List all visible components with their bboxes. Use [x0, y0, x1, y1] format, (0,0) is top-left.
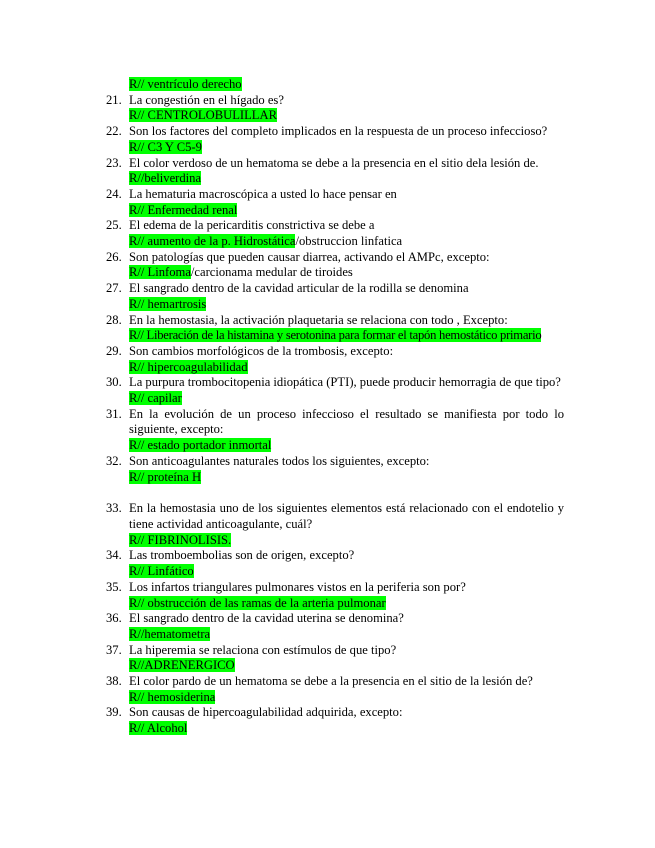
highlighted-answer: R// Linfoma	[129, 265, 191, 280]
question-number: 25.	[106, 218, 122, 233]
question-number: 28.	[106, 312, 122, 327]
question-number: 33.	[106, 501, 122, 516]
question-line	[106, 281, 564, 297]
highlighted-answer: R//beliverdina	[129, 171, 202, 186]
answer-line	[106, 171, 564, 187]
highlighted-answer: R//ADRENERGICO	[129, 658, 235, 673]
question-line	[106, 187, 564, 203]
answer-line	[106, 360, 564, 376]
question-text: Son patologías que pueden causar diarrea, activando el AMPc, excepto:	[129, 249, 490, 264]
question-text: La congestión en el hígado es?	[129, 92, 284, 107]
answer-line	[106, 297, 564, 313]
question-line	[106, 375, 564, 391]
answer-line	[106, 627, 564, 643]
question-line	[106, 124, 564, 140]
question-text: Las tromboembolias son de origen, excepto?	[129, 548, 355, 563]
question-text: El edema de la pericarditis constrictiva se debe a	[129, 218, 375, 233]
highlighted-answer: R// estado portador inmortal	[129, 438, 272, 453]
question-text-continued: siguiente, excepto:	[129, 422, 224, 437]
highlighted-answer: R// hemosiderina	[129, 689, 216, 704]
question-number: 39.	[106, 705, 122, 720]
question-number: 24.	[106, 186, 122, 201]
question-line	[106, 705, 564, 721]
highlighted-answer: R// ventrículo derecho	[129, 77, 242, 91]
highlighted-answer: R// Linfático	[129, 564, 194, 579]
question-text: El color verdoso de un hematoma se debe a la presencia en el sitio dela lesión de.	[129, 155, 539, 170]
question-line-continued	[106, 517, 564, 533]
question-text: La hematuria macroscópica a usted lo hace pensar en	[129, 186, 397, 201]
question-line	[106, 156, 564, 172]
highlighted-answer: R// capilar	[129, 391, 182, 406]
answer-line	[106, 140, 564, 156]
question-text: Los infartos triangulares pulmonares vistos en la periferia son por?	[129, 579, 466, 594]
question-line	[106, 313, 564, 329]
question-text-continued: tiene actividad anticoagulante, cuál?	[129, 516, 313, 531]
answer-line	[106, 203, 564, 219]
question-line	[106, 344, 564, 360]
highlighted-answer: R// hipercoagulabilidad	[129, 359, 248, 374]
question-number: 31.	[106, 406, 122, 421]
answer-line	[106, 533, 564, 549]
question-number: 29.	[106, 343, 122, 358]
question-line	[106, 580, 564, 596]
question-line	[106, 611, 564, 627]
question-line-continued	[106, 422, 564, 438]
question-text: La purpura trombocitopenia idiopática (PTI), puede producir hemorragia de que tipo?	[129, 375, 561, 390]
highlighted-answer: R// proteína H	[129, 469, 202, 484]
question-text: Son causas de hipercoagulabilidad adquirida, excepto:	[129, 705, 403, 720]
highlighted-answer: R// Liberación de la histamina y serotonina para formar el tapón hemostático primario	[129, 328, 542, 343]
answer-extra-text: /obstruccion linfatica	[295, 234, 403, 249]
answer-line	[106, 596, 564, 612]
highlighted-answer: R// C3 Y C5-9	[129, 139, 202, 154]
answer-line	[106, 690, 564, 706]
question-line	[106, 93, 564, 109]
question-number: 34.	[106, 548, 122, 563]
question-line	[106, 454, 564, 470]
answer-line	[106, 265, 564, 281]
highlighted-answer: R// FIBRINOLISIS.	[129, 532, 232, 547]
question-line	[106, 643, 564, 659]
question-text: En la hemostasia uno de los siguientes elementos está relacionado con el endotelio y	[129, 501, 564, 516]
answer-line	[106, 438, 564, 454]
question-text: Son los factores del completo implicados en la respuesta de un proceso infeccioso?	[129, 124, 548, 139]
question-text: La hiperemia se relaciona con estímulos de que tipo?	[129, 642, 397, 657]
question-number: 32.	[106, 453, 122, 468]
question-number: 36.	[106, 611, 122, 626]
question-number: 30.	[106, 375, 122, 390]
answer-line	[106, 658, 564, 674]
question-text: Son anticoagulantes naturales todos los siguientes, excepto:	[129, 453, 430, 468]
question-line	[106, 250, 564, 266]
question-text: El sangrado dentro de la cavidad uterina se denomina?	[129, 611, 404, 626]
question-line	[106, 501, 564, 517]
question-number: 26.	[106, 249, 122, 264]
question-line	[106, 548, 564, 564]
answer-line	[106, 391, 564, 407]
question-number: 23.	[106, 155, 122, 170]
question-line	[106, 674, 564, 690]
highlighted-answer: R// aumento de la p. Hidrostática	[129, 234, 296, 249]
question-text: Son cambios morfológicos de la trombosis, excepto:	[129, 343, 394, 358]
answer-line	[106, 77, 564, 93]
question-line	[106, 218, 564, 234]
question-text: En la evolución de un proceso infeccioso el resultado se manifiesta por todo lo	[129, 406, 564, 421]
answer-line	[106, 108, 564, 124]
answer-line	[106, 234, 564, 250]
question-number: 22.	[106, 124, 122, 139]
answer-line	[106, 564, 564, 580]
highlighted-answer: R//hematometra	[129, 626, 211, 641]
question-line	[106, 407, 564, 423]
highlighted-answer: R// obstrucción de las ramas de la arteria pulmonar	[129, 595, 386, 610]
question-list	[106, 77, 564, 737]
answer-extra-text: /carcionama medular de tiroides	[190, 265, 353, 280]
highlighted-answer: R// CENTROLOBULILLAR	[129, 108, 277, 123]
highlighted-answer: R// Alcohol	[129, 721, 188, 736]
question-number: 37.	[106, 642, 122, 657]
question-text: El color pardo de un hematoma se debe a la presencia en el sitio de la lesión de?	[129, 674, 533, 689]
question-text: El sangrado dentro de la cavidad articular de la rodilla se denomina	[129, 281, 469, 296]
question-number: 38.	[106, 674, 122, 689]
highlighted-answer: R// Enfermedad renal	[129, 202, 238, 217]
question-number: 27.	[106, 281, 122, 296]
answer-line	[106, 328, 564, 344]
highlighted-answer: R// hemartrosis	[129, 296, 207, 311]
answer-line	[106, 470, 564, 486]
question-number: 35.	[106, 579, 122, 594]
question-text: En la hemostasia, la activación plaquetaria se relaciona con todo , Excepto:	[129, 312, 508, 327]
blank-line	[106, 485, 564, 501]
answer-line	[106, 721, 564, 737]
question-number: 21.	[106, 92, 122, 107]
